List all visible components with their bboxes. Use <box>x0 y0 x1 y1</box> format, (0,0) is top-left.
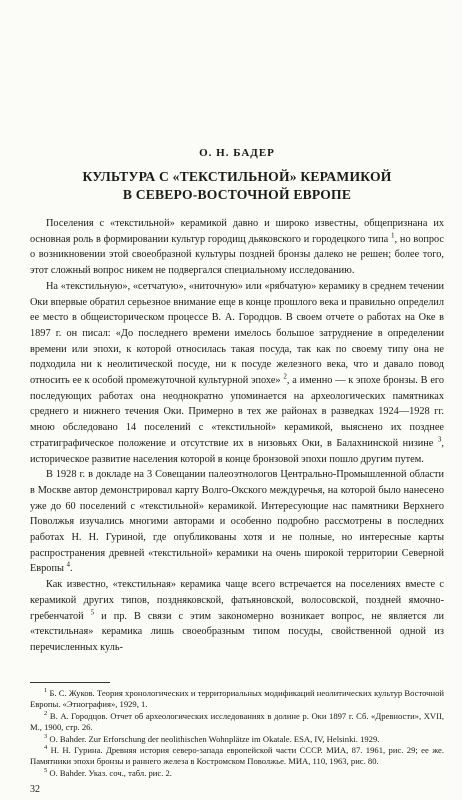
title-line-1: КУЛЬТУРА С «ТЕКСТИЛЬНОЙ» КЕРАМИКОЙ <box>82 169 392 184</box>
footnote-divider <box>30 682 110 683</box>
paragraph-4: Как известно, «текстильная» керамика чаще всего встречается на поселениях вместе с керамикой других типов, поздняковской, фатьяновской, волосовской, поздней ямочно-гребенчатой $^5$ и пр. В связи с этим закономерно возникает вопрос, не является ли «текстильная» керамика лишь своеобразным типом посуды, свойственной одной из перечисленных куль- <box>30 579 444 653</box>
author: О. Н. БАДЕР <box>199 147 275 159</box>
title-line-2: В СЕВЕРО-ВОСТОЧНОЙ ЕВРОПЕ <box>122 187 352 202</box>
footnote-ref[interactable]: 1 <box>391 231 395 240</box>
footnote-2: $^2$ В. А. Городцов. Отчет об археологических исследованиях в долине р. Оки 1897 г. Сб. «Древности», XVII, М., 1900, стр. 26. <box>30 709 444 733</box>
footnote-3: $^3$ O. Bahder. Zur Erforschung der neolithischen Wohnplätze im Okatale. ESA, IV, Helsinki. 1929. <box>44 732 380 744</box>
paragraph-3: В 1928 г. в докладе на 3 Совещании палеоэтнологов Центрально-Промышленной области в Москве автор демонстрировал карту Волго-Окского междуречья, на которой было нанесено уже до 60 поселений с «текстильной» керамикой. Интересующие нас памятники Верхнего Поволжья изучались многими авторами и особенно подробно рассмотрены в последних работах Н. Н. Гуриной, где опубликованы хотя и не полные, но интересные карты распространения древней «текстильной» керамики на очень широкой территории Северной Европы $^4$. <box>30 469 444 575</box>
article-title <box>30 168 444 204</box>
footnote-ref[interactable]: 5 <box>90 608 95 617</box>
footnotes <box>30 688 444 779</box>
footnote-4: $^4$ Н. Н. Гурина. Древняя история северо-запада европейской части СССР. МИА, 87. 1961, рис. 29; ее же. Памятники эпохи бронзы и раннего железа в Костромском Поволжье. МИА, 110, 1963, рис. 80. <box>30 744 444 767</box>
footnote-ref[interactable]: 4 <box>66 561 70 570</box>
paragraph-2: На «текстильную», «сетчатую», «ниточную» или «рябчатую» керамику в среднем течении Оки впервые обратил серьезное внимание еще в конце прошлого века и правильно определил ее место в общеисторическом процессе В. А. Городцов. В своем отчете о работах на Оке в 1897 г. он писал: «До последнего времени имелось большое затруднение в определении времени или эпохи, к которой относилась такая посуда, так как по своему типу она не подходила ни к неолитической посуде, ни к посуде железного века, что и давало повод относить ее к особой промежуточной культурной эпохе» $^2$, а именно — к эпохе бронзы. В его последующих работах она неоднократно упоминается на археологических памятниках среднего и нижнего течения Оки. Примерно в тех же районах в разведках 1924—1928 гг. мною обследовано 14 поселений с «текстильной» керамикой, выяснено их позднее стратиграфическое положение и отсутствие их в низовьях Оки, в Балахнинской низине $^3$, историческое развитие населения которой в конце бронзовой эпохи пошло другим путем. <box>30 280 444 465</box>
footnote-5: $^5$ O. Bahder. Указ. соч., табл. рис. 2. <box>44 766 172 778</box>
body-text <box>30 216 444 656</box>
footnote-ref[interactable]: 2 <box>283 372 287 381</box>
footnote-1: $^1$ Б. С. Жуков. Теория хронологических и территориальных модификаций неолитических культур Восточной Европы. «Этнография», 1929, 1. <box>30 687 444 710</box>
page-number: 32 <box>30 784 40 795</box>
paragraph-1: Поселения с «текстильной» керамикой давно и широко известны, общепризнана их основная роль в формировании культур городищ дьяковского и городецкого типа $^1$, но вопрос о возникновении этой своеобразной культуры поздней бронзы далеко не решен; более того, этот сложный вопрос никем не подвергался специальному исследованию. <box>30 218 444 277</box>
footnote-ref[interactable]: 3 <box>437 435 442 444</box>
